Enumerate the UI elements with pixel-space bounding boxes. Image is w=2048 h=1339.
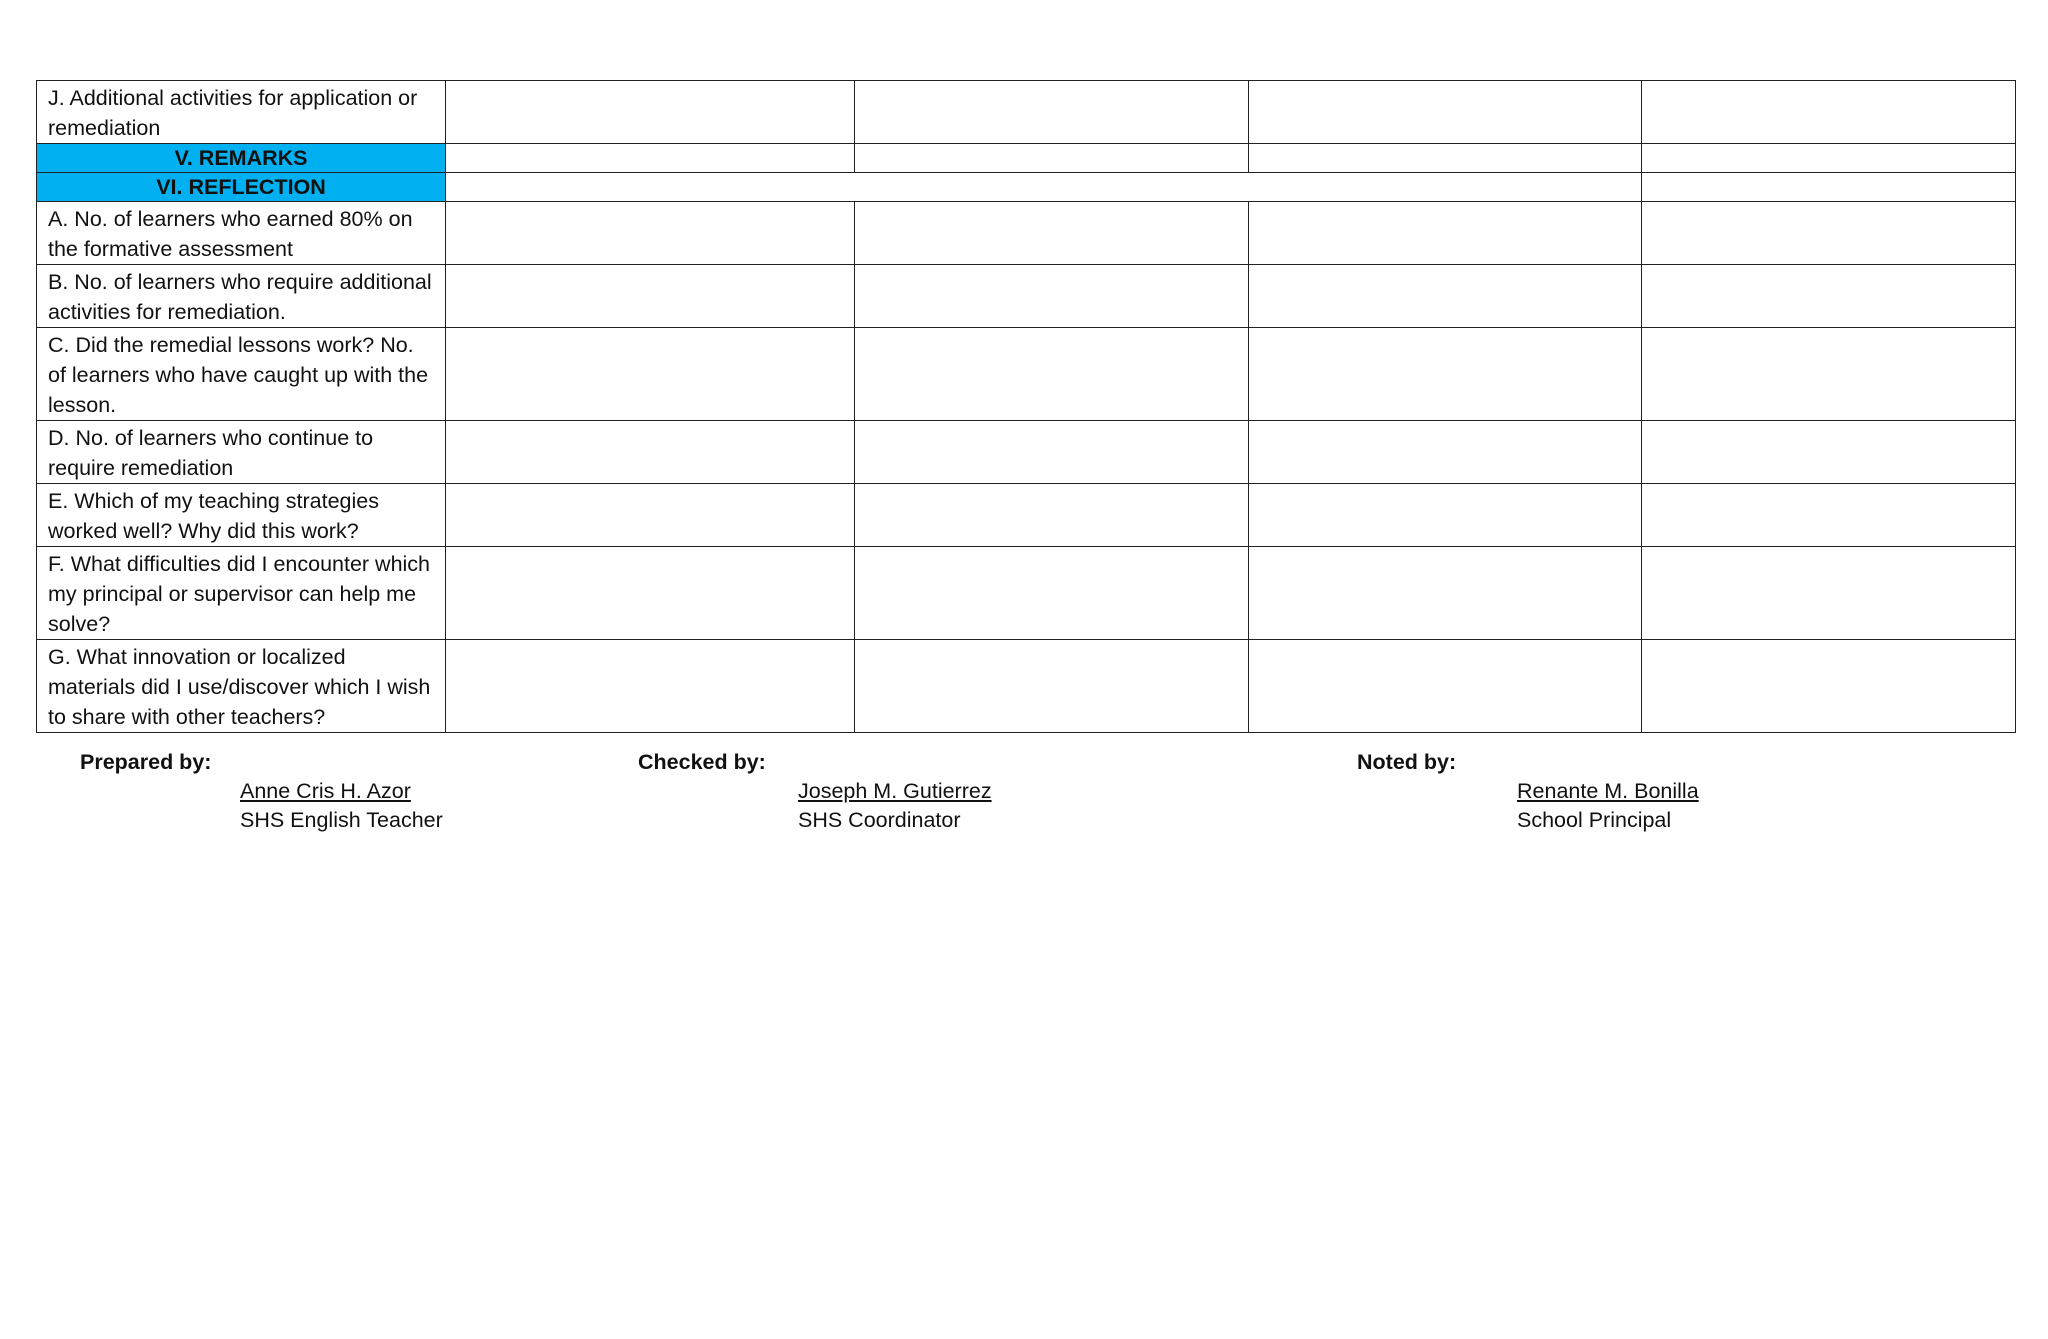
checked-by-role: SHS Coordinator	[798, 808, 961, 832]
section-header-remarks: V. REMARKS	[37, 144, 446, 173]
table-cell[interactable]	[855, 547, 1249, 640]
table-cell[interactable]	[446, 640, 855, 733]
row-label-learners-80-percent: A. No. of learners who earned 80% on the formative assessment	[37, 202, 446, 265]
table-cell[interactable]	[1249, 547, 1642, 640]
table-cell[interactable]	[446, 421, 855, 484]
table-row	[37, 81, 2016, 144]
table-cell[interactable]	[1642, 421, 2016, 484]
table-cell[interactable]	[1642, 202, 2016, 265]
table-cell[interactable]	[855, 421, 1249, 484]
table-row	[37, 484, 2016, 547]
checked-by-name: Joseph M. Gutierrez	[798, 779, 992, 803]
prepared-by-role: SHS English Teacher	[240, 808, 443, 832]
table-cell[interactable]	[1642, 328, 2016, 421]
table-row	[37, 202, 2016, 265]
table-cell[interactable]	[1642, 547, 2016, 640]
row-label-continue-remediation: D. No. of learners who continue to require remediation	[37, 421, 446, 484]
table-cell[interactable]	[855, 265, 1249, 328]
row-label-remedial-lessons: C. Did the remedial lessons work? No. of learners who have caught up with the lesson.	[37, 328, 446, 421]
table-cell[interactable]	[1642, 265, 2016, 328]
table-row	[37, 640, 2016, 733]
checked-by-label: Checked by:	[638, 750, 766, 774]
table-cell[interactable]	[1249, 144, 1642, 173]
table-cell[interactable]	[855, 81, 1249, 144]
table-row	[37, 421, 2016, 484]
table-cell[interactable]	[855, 484, 1249, 547]
table-cell[interactable]	[446, 547, 855, 640]
table-cell-merged[interactable]	[446, 173, 1642, 202]
table-cell[interactable]	[446, 484, 855, 547]
table-cell[interactable]	[855, 202, 1249, 265]
noted-by-name: Renante M. Bonilla	[1517, 779, 1699, 803]
table-cell[interactable]	[1642, 173, 2016, 202]
table-cell[interactable]	[855, 328, 1249, 421]
table-cell[interactable]	[446, 328, 855, 421]
row-label-teaching-strategies: E. Which of my teaching strategies worked well? Why did this work?	[37, 484, 446, 547]
prepared-by-name: Anne Cris H. Azor	[240, 779, 411, 803]
table-row	[37, 144, 2016, 173]
table-row	[37, 328, 2016, 421]
table-cell[interactable]	[855, 144, 1249, 173]
table-cell[interactable]	[1249, 328, 1642, 421]
table-row	[37, 173, 2016, 202]
noted-by-label: Noted by:	[1357, 750, 1457, 774]
table-cell[interactable]	[1249, 640, 1642, 733]
table-cell[interactable]	[1642, 144, 2016, 173]
row-label-innovation: G. What innovation or localized materials did I use/discover which I wish to share with other teachers?	[37, 640, 446, 733]
prepared-by-label: Prepared by:	[80, 750, 212, 774]
table-cell[interactable]	[446, 265, 855, 328]
table-cell[interactable]	[446, 202, 855, 265]
row-label-difficulties: F. What difficulties did I encounter which my principal or supervisor can help me solve?	[37, 547, 446, 640]
table-cell[interactable]	[1249, 202, 1642, 265]
table-row	[37, 547, 2016, 640]
section-header-reflection: VI. REFLECTION	[37, 173, 446, 202]
noted-by-role: School Principal	[1517, 808, 1672, 832]
reflection-table	[36, 80, 2016, 733]
table-cell[interactable]	[1249, 421, 1642, 484]
table-cell[interactable]	[446, 144, 855, 173]
row-label-learners-require-remediation: B. No. of learners who require additional activities for remediation.	[37, 265, 446, 328]
table-cell[interactable]	[1642, 81, 2016, 144]
table-cell[interactable]	[446, 81, 855, 144]
table-cell[interactable]	[1249, 81, 1642, 144]
table-cell[interactable]	[1642, 484, 2016, 547]
table-cell[interactable]	[1642, 640, 2016, 733]
table-cell[interactable]	[855, 640, 1249, 733]
table-cell[interactable]	[1249, 484, 1642, 547]
row-label-additional-activities: J. Additional activities for application or remediation	[37, 81, 446, 144]
table-cell[interactable]	[1249, 265, 1642, 328]
table-row	[37, 265, 2016, 328]
